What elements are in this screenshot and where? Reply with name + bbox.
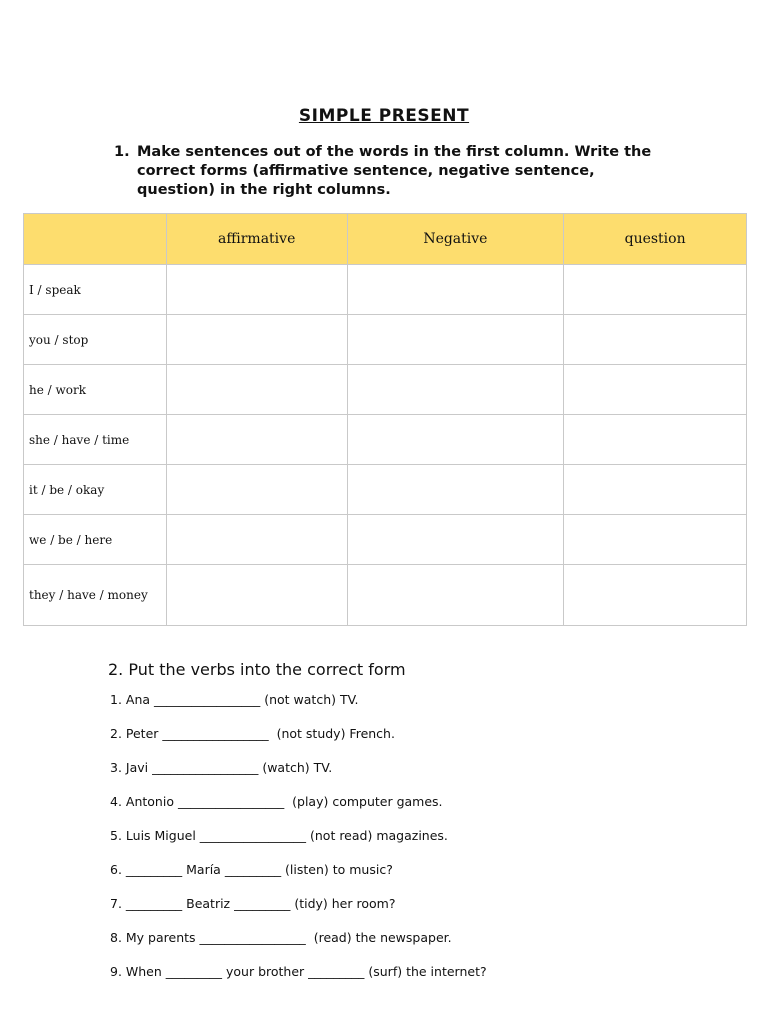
table-row bbox=[24, 565, 747, 626]
exercise-1-table bbox=[23, 213, 747, 626]
exercise-1-number: 1. bbox=[114, 144, 130, 160]
answer-cell-question[interactable] bbox=[564, 415, 747, 465]
answer-cell-negative[interactable] bbox=[347, 365, 564, 415]
header-cell-prompt bbox=[24, 214, 167, 265]
answer-cell-question[interactable] bbox=[564, 265, 747, 315]
answer-cell-affirmative[interactable] bbox=[166, 565, 347, 626]
exercise-2-heading: 2. Put the verbs into the correct form bbox=[108, 660, 406, 679]
header-cell-question: question bbox=[564, 214, 747, 265]
list-item: 4. Antonio _________________ (play) computer games. bbox=[110, 794, 443, 809]
page-title: SIMPLE PRESENT bbox=[298, 106, 470, 126]
header-cell-affirmative: affirmative bbox=[166, 214, 347, 265]
answer-cell-negative[interactable] bbox=[347, 315, 564, 365]
list-item: 7. _________ Beatriz _________ (tidy) her room? bbox=[110, 896, 396, 911]
answer-cell-affirmative[interactable] bbox=[166, 465, 347, 515]
answer-cell-question[interactable] bbox=[564, 565, 747, 626]
answer-cell-affirmative[interactable] bbox=[166, 515, 347, 565]
list-item: 5. Luis Miguel _________________ (not read) magazines. bbox=[110, 828, 448, 843]
list-item: 3. Javi _________________ (watch) TV. bbox=[110, 760, 333, 775]
table-row bbox=[24, 365, 747, 415]
exercise-2-list bbox=[110, 691, 487, 997]
answer-cell-affirmative[interactable] bbox=[166, 265, 347, 315]
answer-cell-negative[interactable] bbox=[347, 465, 564, 515]
prompt-cell: she / have / time bbox=[24, 415, 167, 465]
list-item: 2. Peter _________________ (not study) French. bbox=[110, 726, 395, 741]
prompt-cell: we / be / here bbox=[24, 515, 167, 565]
answer-cell-negative[interactable] bbox=[347, 265, 564, 315]
table-row bbox=[24, 515, 747, 565]
prompt-cell: I / speak bbox=[24, 265, 167, 315]
list-item: 6. _________ María _________ (listen) to music? bbox=[110, 862, 393, 877]
answer-cell-affirmative[interactable] bbox=[166, 315, 347, 365]
table-row bbox=[24, 465, 747, 515]
answer-cell-negative[interactable] bbox=[347, 565, 564, 626]
table-header-row bbox=[24, 214, 747, 265]
prompt-cell: they / have / money bbox=[24, 565, 167, 626]
table-row bbox=[24, 315, 747, 365]
table-row bbox=[24, 415, 747, 465]
answer-cell-question[interactable] bbox=[564, 515, 747, 565]
prompt-cell: it / be / okay bbox=[24, 465, 167, 515]
answer-cell-question[interactable] bbox=[564, 315, 747, 365]
prompt-cell: he / work bbox=[24, 365, 167, 415]
list-item: 9. When _________ your brother _________ (surf) the internet? bbox=[110, 964, 487, 979]
list-item: 8. My parents _________________ (read) the newspaper. bbox=[110, 930, 452, 945]
answer-cell-affirmative[interactable] bbox=[166, 365, 347, 415]
header-cell-negative: Negative bbox=[347, 214, 564, 265]
table-row bbox=[24, 265, 747, 315]
answer-cell-question[interactable] bbox=[564, 465, 747, 515]
answer-cell-negative[interactable] bbox=[347, 515, 564, 565]
answer-cell-affirmative[interactable] bbox=[166, 415, 347, 465]
exercise-1-instruction bbox=[114, 143, 674, 200]
prompt-cell: you / stop bbox=[24, 315, 167, 365]
answer-cell-negative[interactable] bbox=[347, 415, 564, 465]
exercise-1-text: Make sentences out of the words in the first column. Write the correct forms (affirmative sentence, negative sentence, question) in the right columns. bbox=[137, 144, 652, 198]
answer-cell-question[interactable] bbox=[564, 365, 747, 415]
list-item: 1. Ana _________________ (not watch) TV. bbox=[110, 692, 359, 707]
